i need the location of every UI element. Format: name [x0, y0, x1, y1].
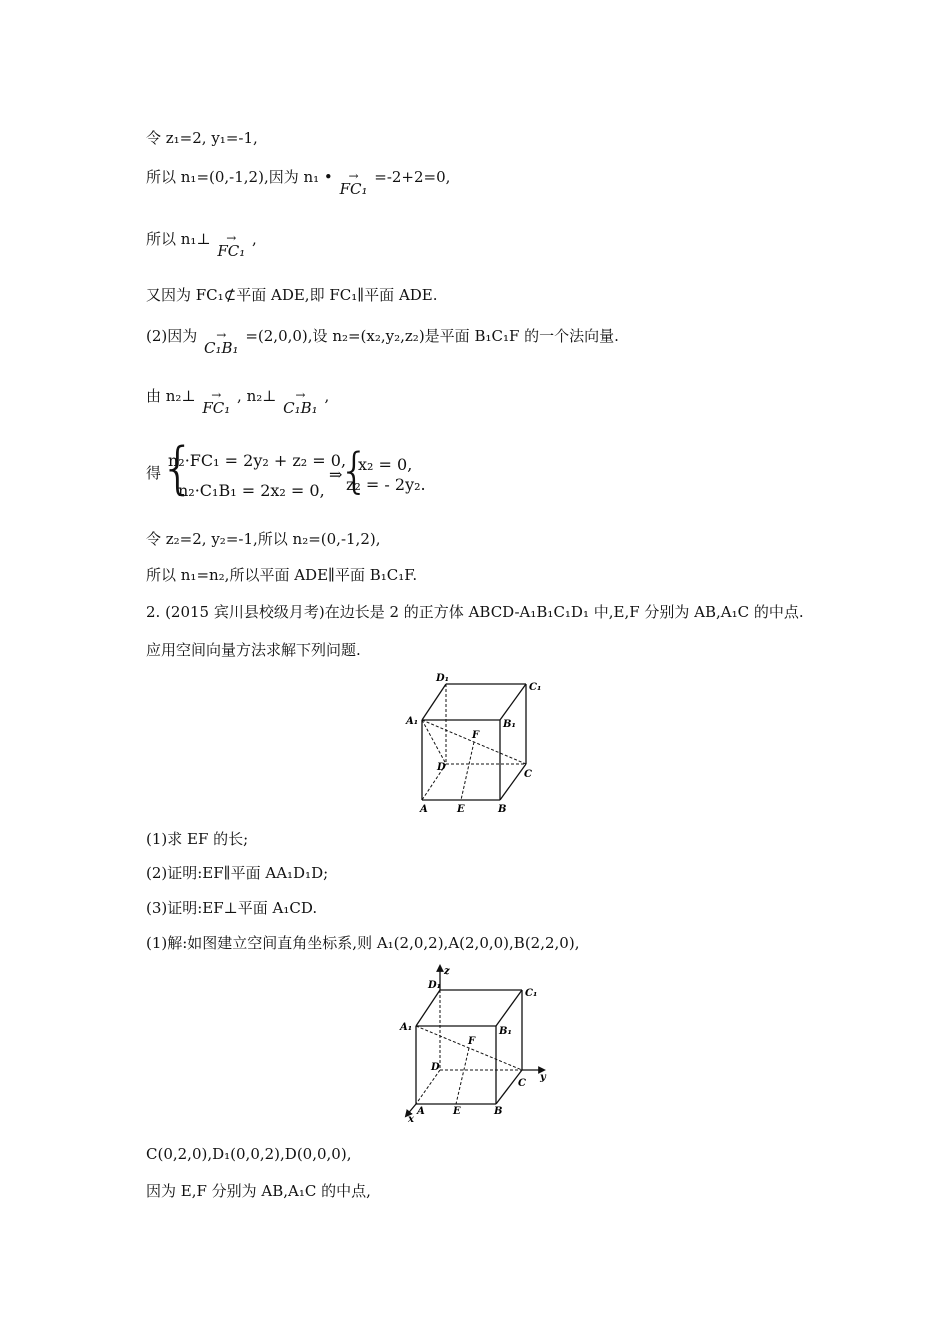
- vertex-label: B₁: [503, 719, 516, 730]
- vector-fc1: → FC₁: [339, 169, 368, 198]
- vector-c1b1: → C₁B₁: [283, 388, 318, 417]
- vertex-label: C: [518, 1078, 526, 1089]
- axis-label: y: [540, 1072, 546, 1083]
- equation-2: n₂·C₁B₁ = 2x₂ = 0,: [178, 481, 325, 500]
- text-line: 令 z₁=2, y₁=-1,: [146, 129, 258, 147]
- text-line: [146, 229, 257, 261]
- text-line: (1)求 EF 的长;: [146, 830, 249, 848]
- vertex-label: D₁: [428, 980, 442, 991]
- text-line: 2. (2015 宾川县校级月考)在边长是 2 的正方体 ABCD-A₁B₁C₁D₁ 中,E,F 分别为 AB,A₁C 的中点.: [146, 603, 804, 621]
- text-line: [146, 326, 619, 358]
- cube-figure-1: [400, 672, 560, 817]
- left-brace: {: [160, 436, 196, 501]
- left-brace: {: [339, 443, 370, 499]
- text-line: 因为 E,F 分别为 AB,A₁C 的中点,: [146, 1182, 371, 1200]
- text-segment: =-2+2=0,: [374, 168, 451, 186]
- vertex-label: D₁: [436, 673, 450, 684]
- cube-figure-2: [398, 962, 558, 1124]
- equation-4: z₂ = - 2y₂.: [346, 475, 426, 494]
- text-segment: =(2,0,0),设 n₂=(x₂,y₂,z₂)是平面 B₁C₁F 的一个法向量.: [245, 327, 619, 345]
- vertex-label: A₁: [406, 716, 419, 727]
- text-segment: 所以 n₁⊥: [146, 230, 211, 248]
- vertex-label: A₁: [400, 1022, 413, 1033]
- text-line: 所以 n₁=n₂,所以平面 ADE∥平面 B₁C₁F.: [146, 566, 418, 584]
- text-line: 又因为 FC₁⊄平面 ADE,即 FC₁∥平面 ADE.: [146, 286, 438, 304]
- text-segment: 所以 n₁=(0,-1,2),因为 n₁ •: [146, 168, 333, 186]
- vertex-label: C₁: [529, 682, 542, 693]
- vertex-label: F: [468, 1036, 476, 1047]
- vertex-label: C: [524, 769, 532, 780]
- text-line: [146, 386, 329, 418]
- axis-label: x: [408, 1114, 414, 1124]
- text-line: C(0,2,0),D₁(0,0,2),D(0,0,0),: [146, 1145, 352, 1163]
- text-segment: , n₂⊥: [237, 387, 277, 405]
- vertex-label: E: [457, 804, 465, 815]
- text-line: (2)证明:EF∥平面 AA₁D₁D;: [146, 864, 329, 882]
- vertex-label: E: [453, 1106, 461, 1117]
- vector-fc1: → FC₁: [202, 388, 231, 417]
- vector-fc1: → FC₁: [217, 231, 246, 260]
- vertex-label: C₁: [525, 988, 538, 999]
- vertex-label: B₁: [499, 1026, 512, 1037]
- equation-3: x₂ = 0,: [358, 455, 413, 474]
- vertex-label: F: [472, 730, 480, 741]
- vertex-label: B: [494, 1106, 503, 1117]
- vertex-label: A: [417, 1106, 425, 1117]
- text-segment: ,: [252, 230, 257, 248]
- implies-arrow: ⇒: [329, 465, 343, 484]
- vertex-label: D: [437, 762, 446, 773]
- text-line: (3)证明:EF⊥平面 A₁CD.: [146, 899, 318, 917]
- equation-1: n₂·FC₁ = 2y₂ + z₂ = 0,: [168, 451, 347, 470]
- text-line: [146, 167, 450, 199]
- vector-c1b1: → C₁B₁: [204, 328, 239, 357]
- text-segment: ,: [324, 387, 330, 405]
- vertex-label: A: [420, 804, 428, 815]
- text-segment: 由 n₂⊥: [146, 387, 196, 405]
- text-line: 令 z₂=2, y₂=-1,所以 n₂=(0,-1,2),: [146, 530, 381, 548]
- text-line: 应用空间向量方法求解下列问题.: [146, 641, 361, 659]
- vertex-label: B: [498, 804, 507, 815]
- text-segment: (2)因为: [146, 327, 198, 345]
- text-line: (1)解:如图建立空间直角坐标系,则 A₁(2,0,2),A(2,0,0),B(2,2,0),: [146, 934, 580, 952]
- vertex-label: D: [431, 1062, 440, 1073]
- axis-label: z: [444, 966, 450, 977]
- text-segment: 得: [146, 464, 162, 482]
